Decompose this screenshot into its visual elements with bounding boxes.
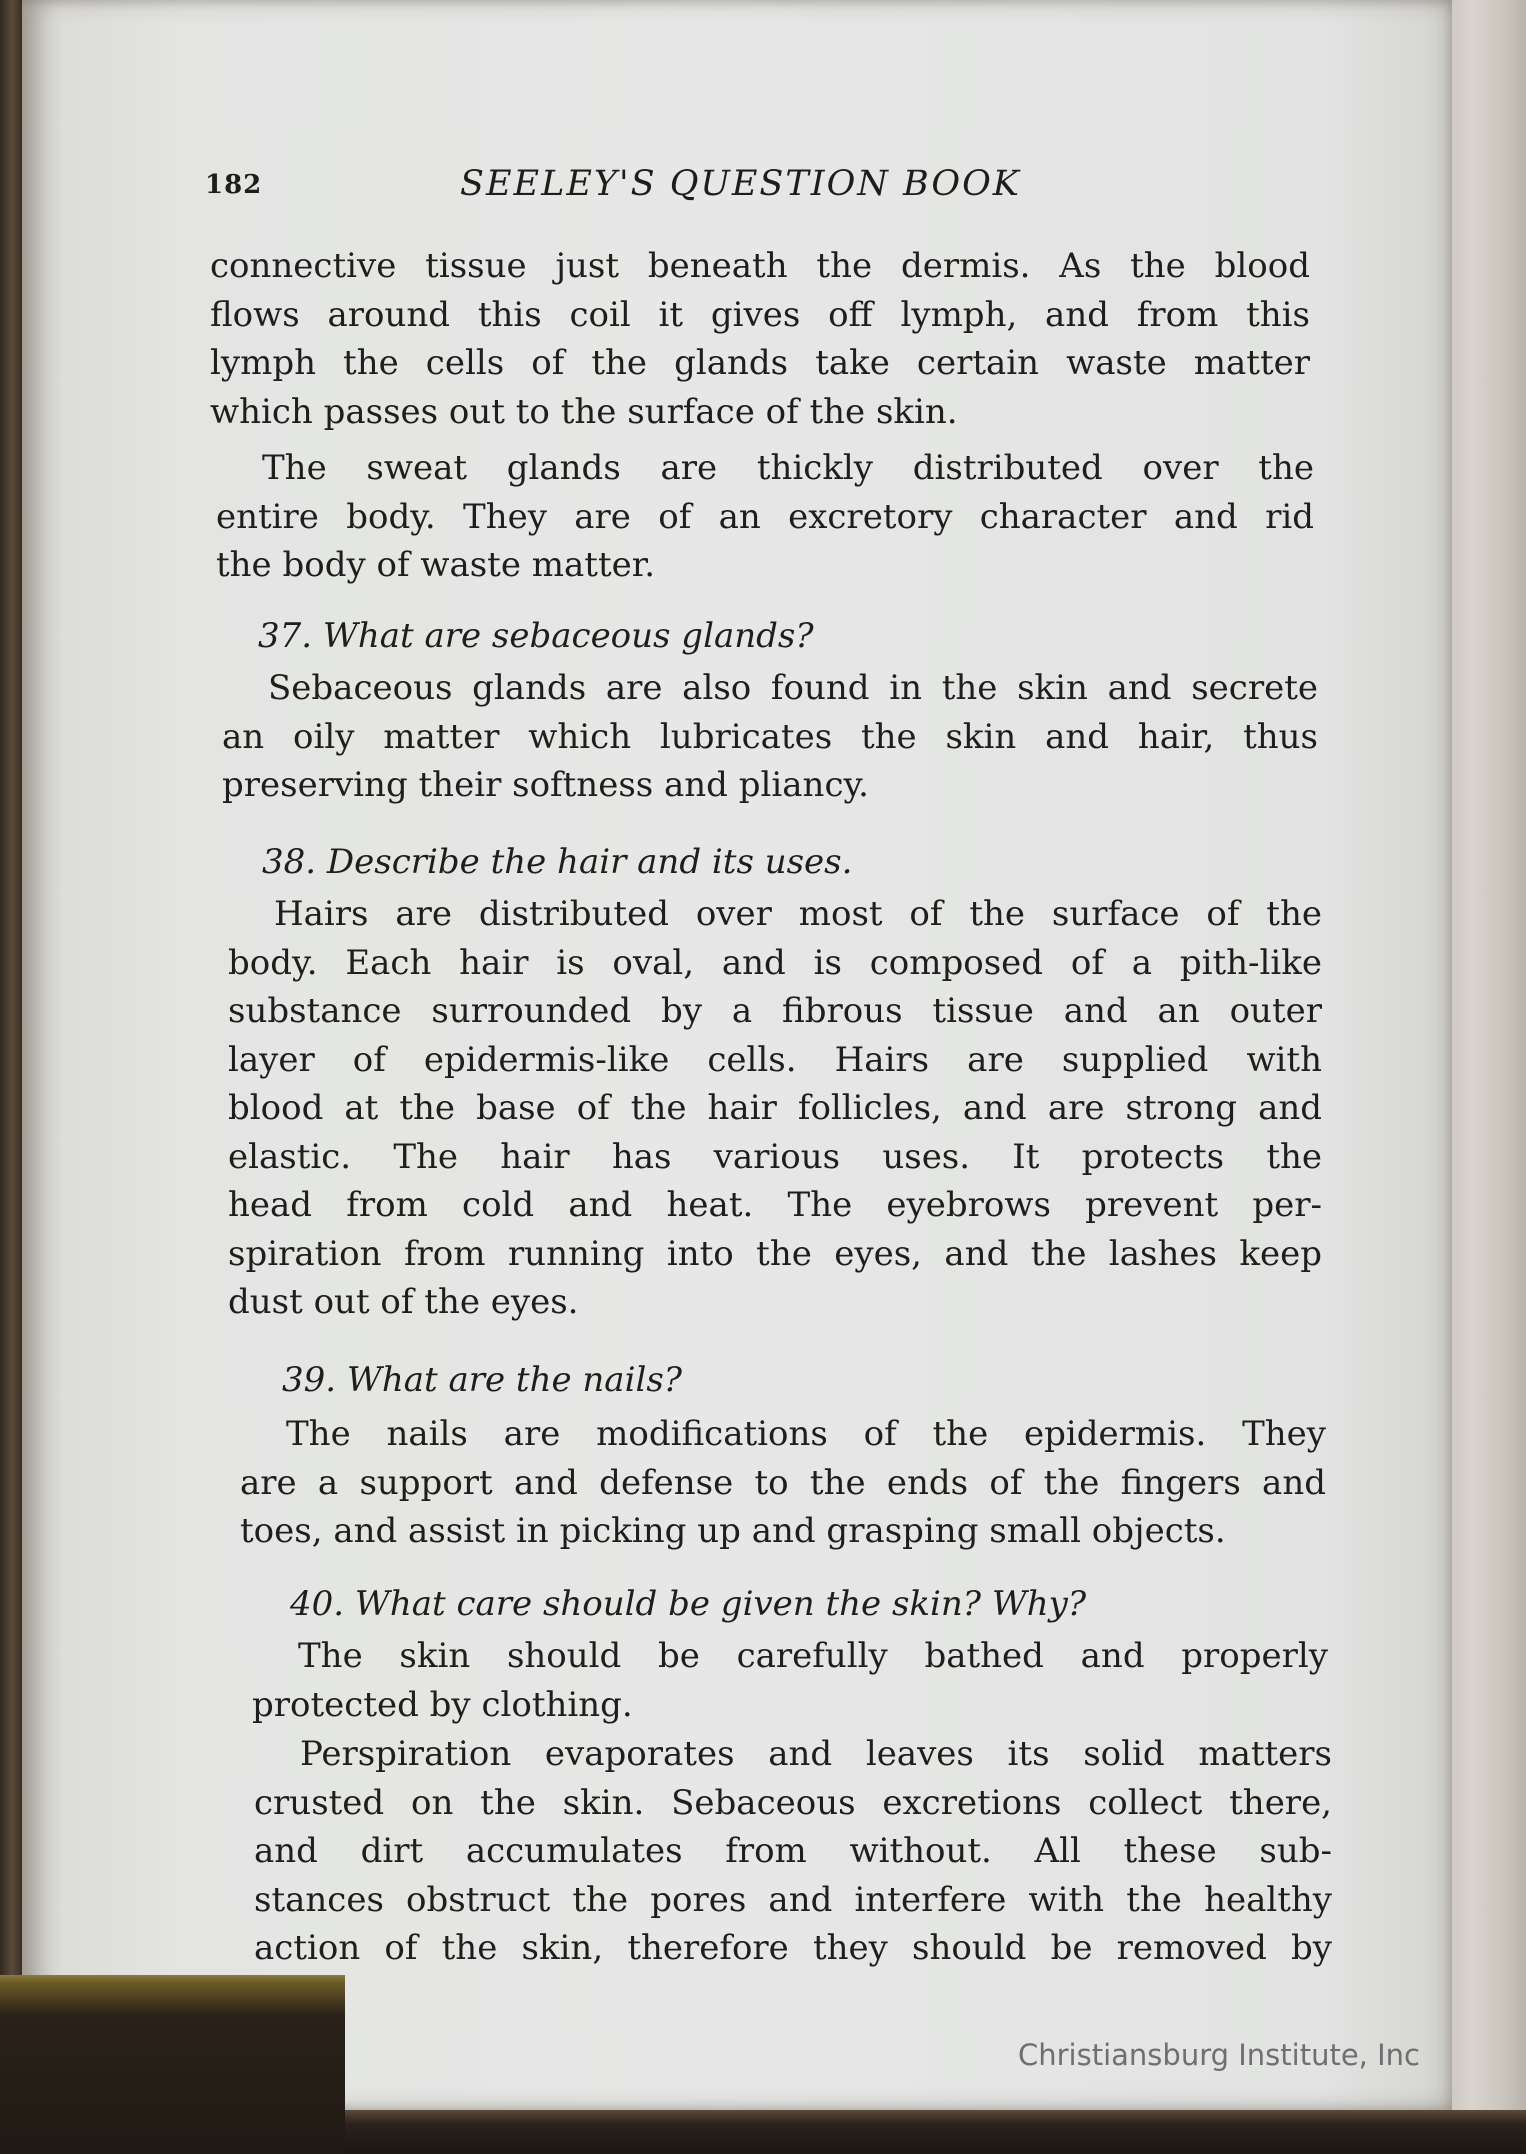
text-line: Hairs are distributed over most of the surface of the — [274, 894, 1322, 934]
question-38-heading — [262, 838, 1262, 887]
question-40-heading — [290, 1580, 1290, 1629]
text-line: preserving their softness and pliancy. — [222, 765, 869, 805]
text-line: flows around this coil it gives off lymph, and from this — [210, 294, 1310, 335]
text-line: which passes out to the surface of the skin. — [210, 391, 958, 432]
text-line: blood at the base of the hair follicles, and are strong and — [228, 1088, 1322, 1128]
text-line: Perspiration evaporates and leaves its solid matters — [300, 1734, 1332, 1774]
text-line: lymph the cells of the glands take certain waste matter — [210, 343, 1310, 383]
question-text: 38. Describe the hair and its uses. — [262, 842, 853, 882]
text-line: toes, and assist in picking up and grasping small objects. — [240, 1511, 1226, 1551]
text-line: the body of waste matter. — [216, 545, 656, 585]
text-line: The nails are modifications of the epidermis. They — [286, 1414, 1326, 1454]
question-40-answer-2 — [254, 1730, 1332, 1973]
text-line: spiration from running into the eyes, and the lashes keep — [228, 1233, 1322, 1274]
intro-paragraph-1 — [210, 242, 1310, 436]
question-text: 40. What care should be given the skin? Why? — [290, 1584, 1087, 1624]
text-line: are a support and defense to the ends of the fingers and — [240, 1462, 1326, 1503]
page-edge-right — [1452, 0, 1526, 2154]
text-line: crusted on the skin. Sebaceous excretions collect there, — [254, 1782, 1332, 1823]
page-header — [205, 160, 1325, 210]
question-text: 37. What are sebaceous glands? — [258, 616, 814, 656]
question-text: 39. What are the nails? — [282, 1360, 682, 1400]
text-line: entire body. They are of an excretory character and rid — [216, 496, 1314, 537]
text-line: connective tissue just beneath the dermis. As the blood — [210, 246, 1310, 286]
text-line: The skin should be carefully bathed and properly — [298, 1636, 1328, 1676]
book-cover-corner — [0, 1975, 345, 2154]
text-line: The sweat glands are thickly distributed over the — [262, 448, 1314, 488]
text-line: elastic. The hair has various uses. It protects the — [228, 1136, 1322, 1177]
page-number: 182 — [205, 170, 263, 200]
text-line: Sebaceous glands are also found in the skin and secrete — [268, 668, 1318, 708]
watermark: Christiansburg Institute, Inc — [1018, 2038, 1420, 2072]
text-line: an oily matter which lubricates the skin and hair, thus — [222, 716, 1318, 757]
question-38-answer — [228, 890, 1322, 1327]
text-line: layer of epidermis-like cells. Hairs are supplied with — [228, 1039, 1322, 1080]
question-39-heading — [282, 1356, 1282, 1405]
text-line: dust out of the eyes. — [228, 1282, 579, 1322]
text-line: substance surrounded by a fibrous tissue and an outer — [228, 991, 1322, 1031]
text-line: head from cold and heat. The eyebrows prevent per- — [228, 1185, 1322, 1225]
text-line: and dirt accumulates from without. All these sub- — [254, 1831, 1332, 1871]
question-39-answer — [240, 1410, 1326, 1556]
question-40-answer-1 — [252, 1632, 1328, 1729]
question-37-answer — [222, 664, 1318, 810]
text-line: body. Each hair is oval, and is composed of a pith-like — [228, 942, 1322, 983]
intro-paragraph-2 — [216, 444, 1314, 590]
text-line: action of the skin, therefore they should be removed by — [254, 1928, 1332, 1968]
text-line: protected by clothing. — [252, 1684, 633, 1725]
question-37-heading — [258, 612, 1258, 661]
running-head: SEELEY'S QUESTION BOOK — [460, 164, 1021, 204]
text-line: stances obstruct the pores and interfere with the healthy — [254, 1879, 1332, 1920]
